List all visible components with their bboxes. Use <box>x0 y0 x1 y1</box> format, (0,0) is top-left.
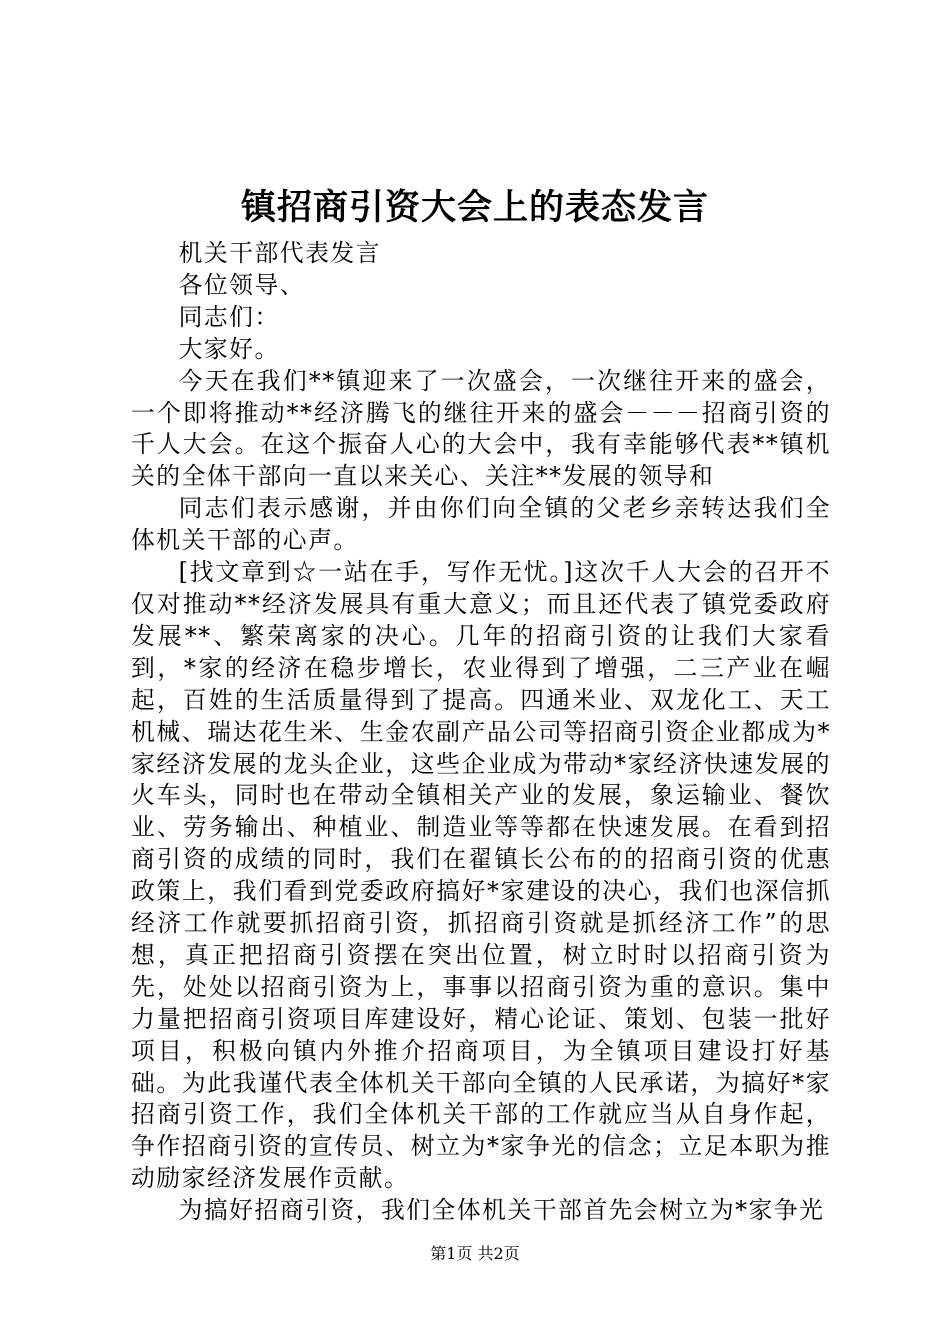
paragraph-main: [找文章到☆一站在手，写作无忧。]这次千人大会的召开不仅对推动**经济发展具有重大意义；而且还代表了镇党委政府发展**、繁荣离家的决心。几年的招商引资的让我们大家看到，*家的经济在稳步增长，农业得到了增强，二三产业在崛起，百姓的生活质量得到了提高。四通米业、双龙化工、天工机械、瑞达花生米、生金农副产品公司等招商引资企业都成为*家经济发展的龙头企业，这些企业成为带动*家经济快速发展的火车头，同时也在带动全镇相关产业的发展，象运输业、餐饮业、劳务输出、种植业、制造业等等都在快速发展。在看到招商引资的成绩的同时，我们在翟镇长公布的的招商引资的优惠政策上，我们看到党委政府搞好*家建设的决心，我们也深信抓经济工作就要抓招商引资，抓招商引资就是抓经济工作”的思想，真正把招商引资摆在突出位置，树立时时以招商引资为先，处处以招商引资为上，事事以招商引资为重的意识。集中力量把招商引资项目库建设好，精心论证、策划、包装一批好项目，积极向镇内外推介招商项目，为全镇项目建设打好基础。为此我谨代表全体机关干部向全镇的人民承诺，为搞好*家招商引资工作，我们全体机关干部的工作就应当从自身作起，争作招商引资的宣传员、树立为*家争光的信念；立足本职为推动励家经济发展作贡献。 <box>131 558 831 1193</box>
document-body <box>131 238 831 1227</box>
paragraph-greeting-comrades: 同志们： <box>178 302 280 331</box>
document-title: 镇招商引资大会上的表态发言 <box>240 187 709 228</box>
paragraph-hello: 大家好。 <box>178 334 280 363</box>
paragraph-opening: 今天在我们**镇迎来了一次盛会，一次继往开来的盛会，一个即将推动**经济腾飞的继往开来的盛会－－－招商引资的千人大会。在这个振奋人心的大会中，我有幸能够代表**镇机关的全体干部向一直以来关心、关注**发展的领导和 <box>131 366 831 491</box>
paragraph-thanks: 同志们表示感谢，并由你们向全镇的父老乡亲转达我们全体机关干部的心声。 <box>131 494 831 555</box>
page-number-footer: 第1页 共2页 <box>430 1244 520 1263</box>
paragraph-closing: 为搞好招商引资，我们全体机关干部首先会树立为*家争光 <box>178 1196 825 1225</box>
paragraph-greeting-leaders: 各位领导、 <box>178 270 306 299</box>
paragraph-speaker-intro: 机关干部代表发言 <box>178 239 381 267</box>
